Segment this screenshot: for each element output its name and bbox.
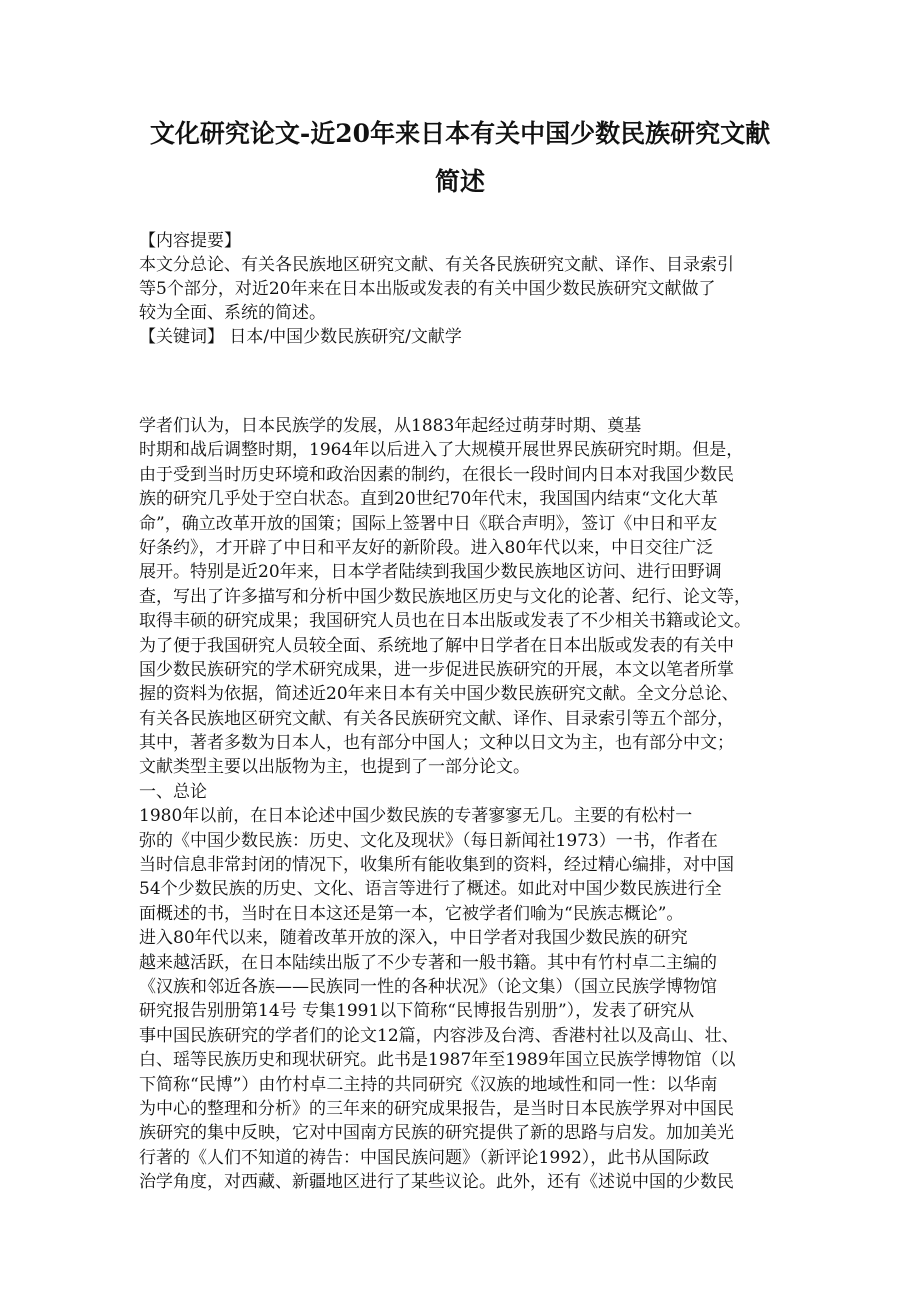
section-heading: 一、总论 — [139, 781, 207, 802]
body-line: 面概述的书，当时在日本这还是第一本，它被学者们喻为“民族志概论”。 — [139, 903, 684, 924]
body-line: 握的资料为依据，简述近20年来日本有关中国少数民族研究文献。全文分总论、 — [139, 684, 739, 705]
body-line: 文献类型主要以出版物为主，也提到了一部分论文。 — [139, 757, 530, 778]
body-line: 行著的《人们不知道的祷告：中国民族问题》（新评论1992），此书从国际政 — [139, 1147, 710, 1168]
body-line: 取得丰硕的研究成果；我国研究人员也在日本出版或发表了不少相关书籍或论文。 — [139, 611, 751, 632]
body-line: 弥的《中国少数民族：历史、文化及现状》（每日新闻社1973）一书，作者在 — [139, 830, 718, 851]
body-line: 为中心的整理和分析》的三年来的研究成果报告，是当时日本民族学界对中国民 — [139, 1098, 734, 1119]
body-line: 事中国民族研究的学者们的论文12篇，内容涉及台湾、香港村社以及高山、壮、 — [139, 1025, 739, 1046]
body-line: 国少数民族研究的学术研究成果，进一步促进民族研究的开展，本文以笔者所掌 — [139, 659, 734, 680]
body-line: 当时信息非常封闭的情况下，收集所有能收集到的资料，经过精心编排，对中国 — [139, 855, 734, 876]
body-line: 族研究的集中反映，它对中国南方民族的研究提供了新的思路与启发。加加美光 — [139, 1123, 734, 1144]
body-line: 1980年以前，在日本论述中国少数民族的专著寥寥无几。主要的有松村一 — [139, 806, 693, 827]
document-title-line-2: 简述 — [434, 167, 485, 196]
body-line: 进入80年代以来，随着改革开放的深入，中日学者对我国少数民族的研究 — [139, 928, 688, 949]
body-line: 时期和战后调整时期，1964年以后进入了大规模开展世界民族研究时期。但是， — [139, 440, 744, 461]
body-line: 由于受到当时历史环境和政治因素的制约，在很长一段时间内日本对我国少数民 — [139, 464, 734, 485]
abstract-section — [139, 229, 789, 349]
abstract-line: 本文分总论、有关各民族地区研究文献、有关各民族研究文献、译作、目录索引 — [139, 255, 734, 275]
body-line: 族的研究几乎处于空白状态。直到20世纪70年代末，我国国内结束“文化大革 — [139, 489, 718, 510]
body-line: 治学角度，对西藏、新疆地区进行了某些议论。此外，还有《述说中国的少数民 — [139, 1172, 734, 1193]
body-line: 有关各民族地区研究文献、有关各民族研究文献、译作、目录索引等五个部分， — [139, 708, 734, 729]
document-title-line-1: 文化研究论文-近20年来日本有关中国少数民族研究文献 — [149, 119, 771, 148]
body-line: 《汉族和邻近各族——民族同一性的各种状况》（论文集）（国立民族学博物馆 — [139, 976, 717, 997]
body-line: 查，写出了许多描写和分析中国少数民族地区历史与文化的论著、纪行、论文等， — [139, 586, 751, 607]
body-line: 好条约》，才开辟了中日和平友好的新阶段。进入80年代以来，中日交往广泛 — [139, 537, 714, 558]
body-line: 学者们认为，日本民族学的发展，从1883年起经过萌芽时期、奠基 — [139, 416, 642, 436]
abstract-line: 较为全面、系统的简述。 — [139, 303, 326, 323]
keywords-line: 【关键词】 日本/中国少数民族研究/文献学 — [139, 327, 462, 347]
body-line: 展开。特别是近20年来，日本学者陆续到我国少数民族地区访问、进行田野调 — [139, 562, 722, 583]
body-line: 下简称“民博”）由竹村卓二主持的共同研究《汉族的地域性和同一性：以华南 — [139, 1074, 718, 1095]
body-line: 命”，确立改革开放的国策；国际上签署中日《联合声明》，签订《中日和平友 — [139, 513, 718, 534]
body-text — [139, 414, 789, 1195]
body-line: 白、瑶等民族历史和现状研究。此书是1987年至1989年国立民族学博物馆（以 — [139, 1050, 736, 1071]
body-line: 研究报告别册第14号 专集1991以下简称“民博报告别册”），发表了研究从 — [139, 1001, 695, 1022]
body-line: 54个少数民族的历史、文化、语言等进行了概述。如此对中国少数民族进行全 — [139, 879, 722, 900]
body-line: 其中，著者多数为日本人，也有部分中国人；文种以日文为主，也有部分中文； — [139, 733, 734, 754]
body-line: 为了便于我国研究人员较全面、系统地了解中日学者在日本出版或发表的有关中 — [139, 635, 734, 656]
abstract-heading: 【内容提要】 — [139, 231, 241, 251]
abstract-line: 等5个部分，对近20年来在日本出版或发表的有关中国少数民族研究文献做了 — [139, 279, 716, 299]
body-line: 越来越活跃，在日本陆续出版了不少专著和一般书籍。其中有竹村卓二主编的 — [139, 952, 717, 973]
